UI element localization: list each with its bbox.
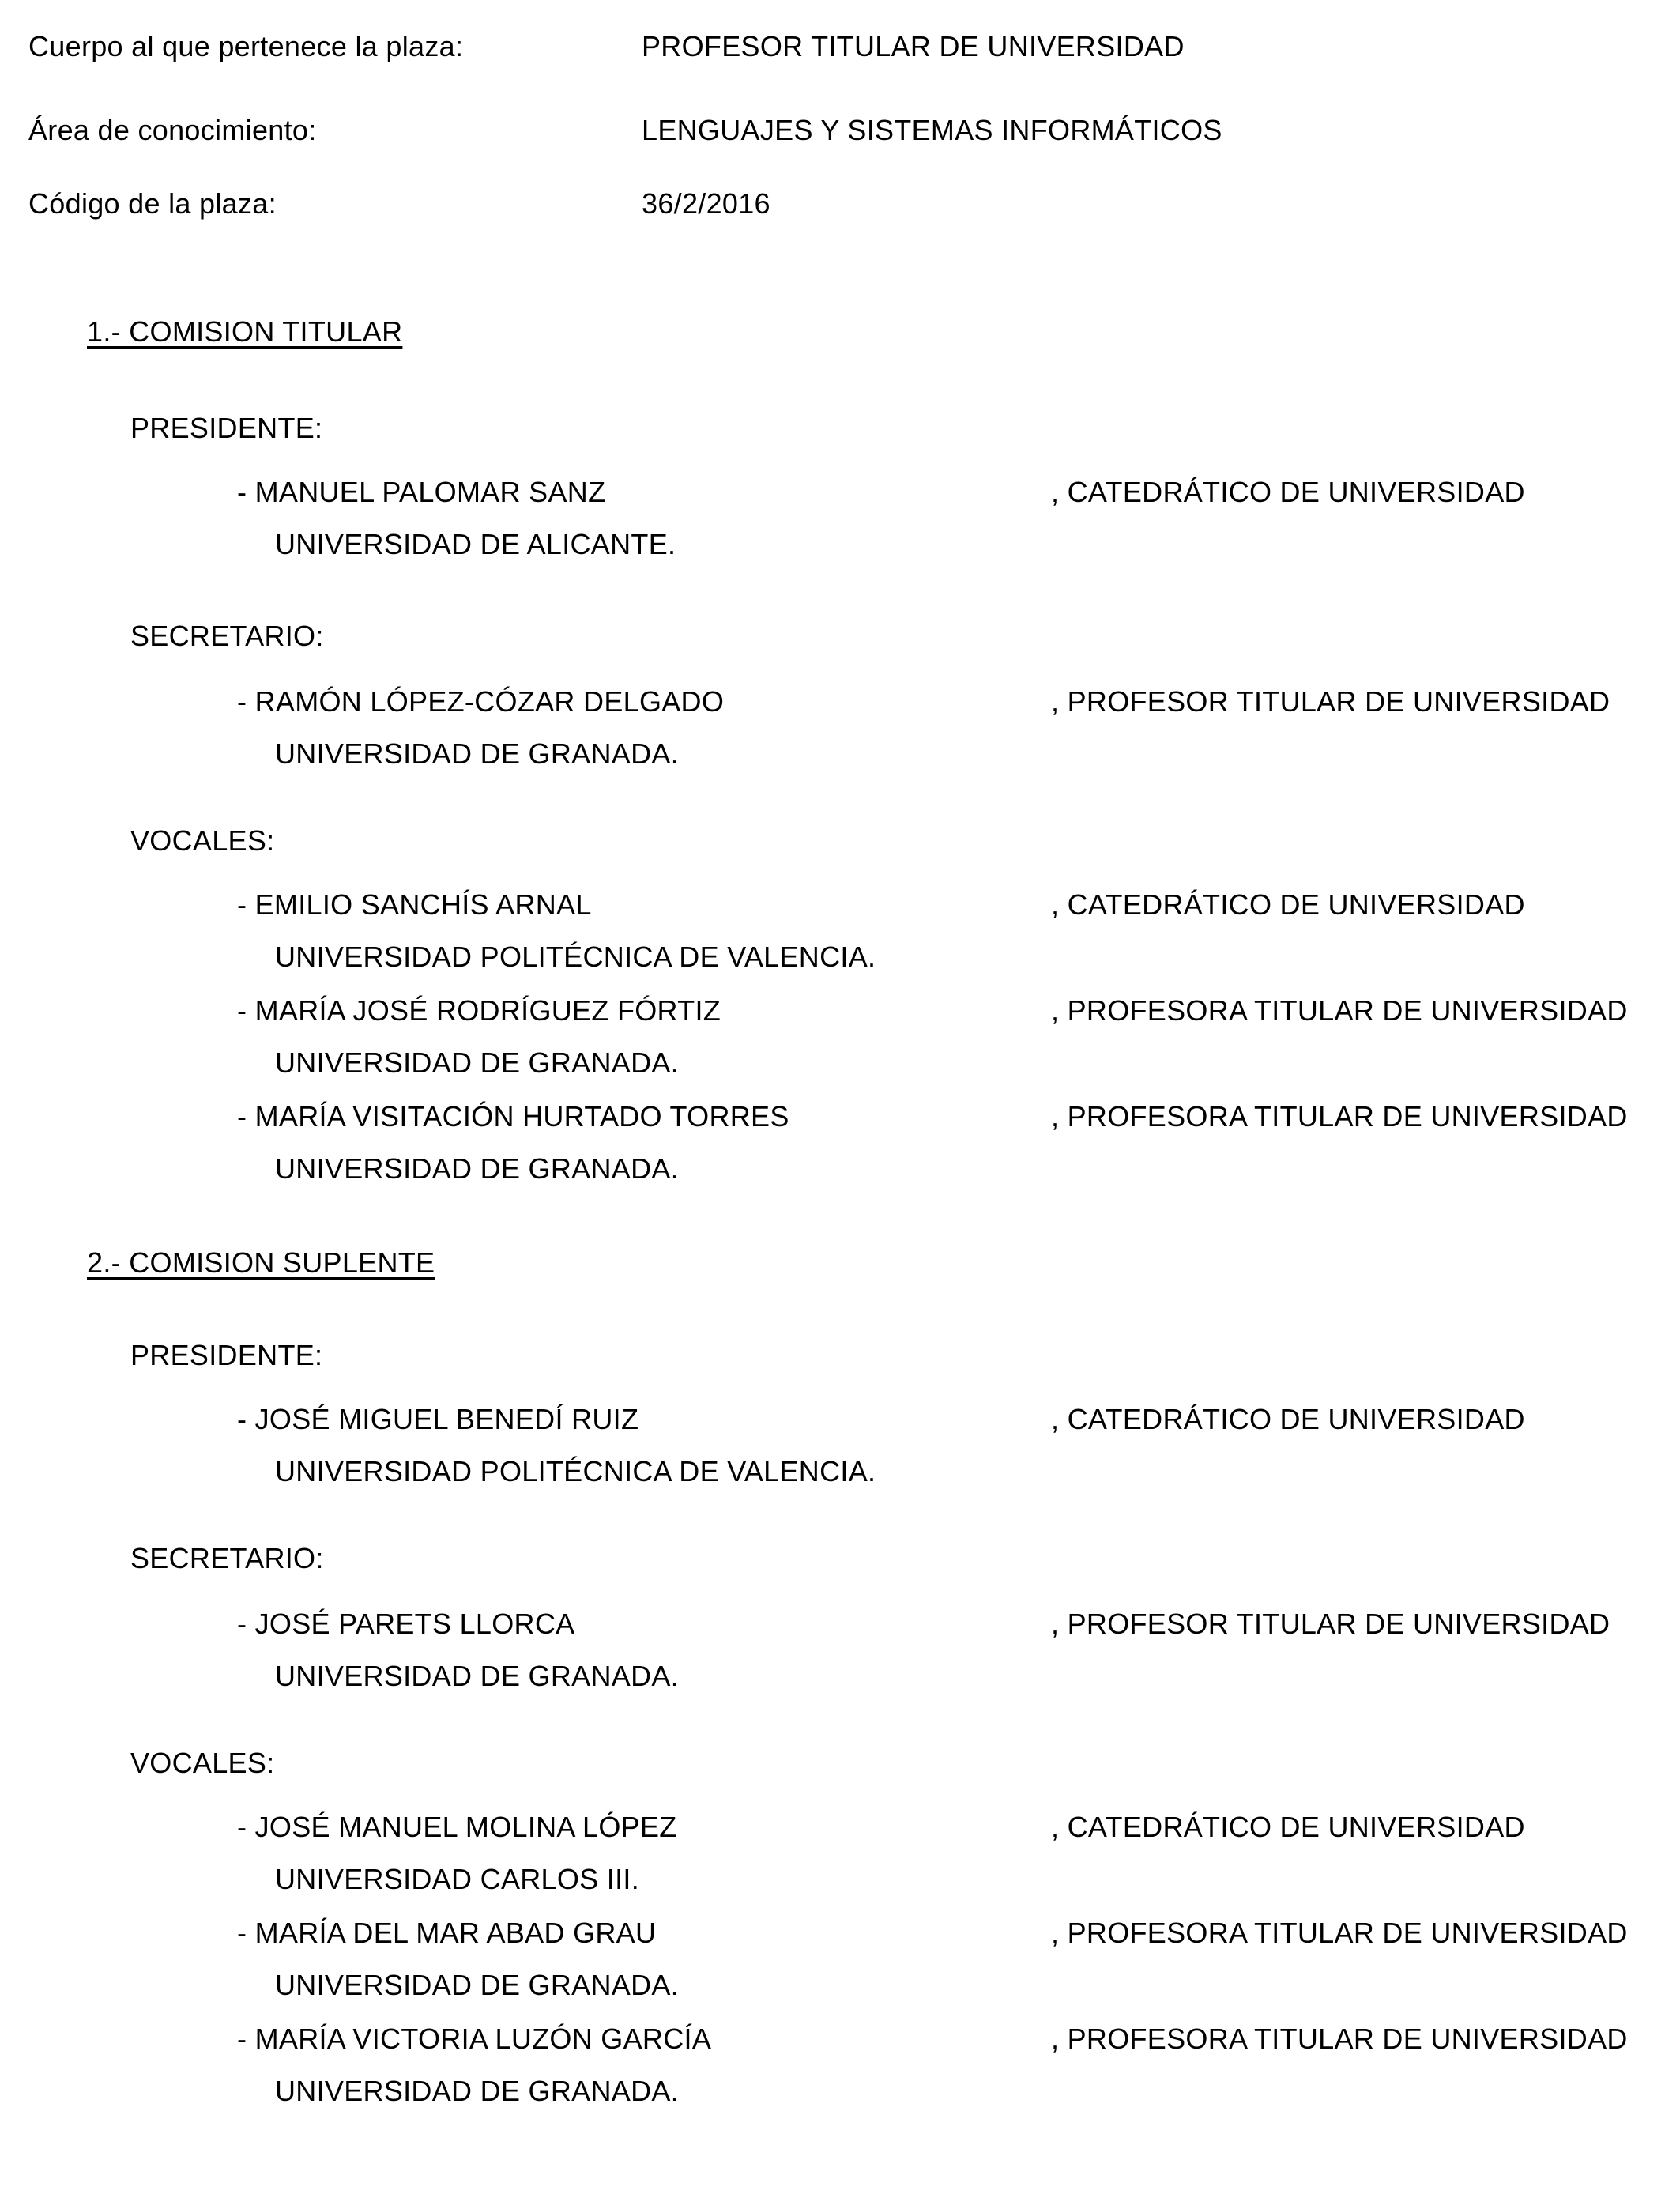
titular-vocal-1-title: , CATEDRÁTICO DE UNIVERSIDAD	[1051, 888, 1525, 921]
titular-vocales-role: VOCALES:	[130, 824, 275, 857]
suplente-vocal-3-title: , PROFESORA TITULAR DE UNIVERSIDAD	[1051, 2022, 1628, 2055]
titular-vocal-3-name: - MARÍA VISITACIÓN HURTADO TORRES	[237, 1100, 789, 1133]
field-cuerpo-label: Cuerpo al que pertenece la plaza:	[28, 30, 464, 62]
suplente-secretario-name: - JOSÉ PARETS LLORCA	[237, 1608, 575, 1640]
titular-vocal-3-title: , PROFESORA TITULAR DE UNIVERSIDAD	[1051, 1100, 1628, 1133]
titular-vocal-1-university: UNIVERSIDAD POLITÉCNICA DE VALENCIA.	[275, 941, 876, 973]
suplente-presidente-name: - JOSÉ MIGUEL BENEDÍ RUIZ	[237, 1403, 639, 1435]
suplente-vocales-role: VOCALES:	[130, 1747, 275, 1779]
suplente-vocal-2-name: - MARÍA DEL MAR ABAD GRAU	[237, 1917, 657, 1949]
titular-secretario-role: SECRETARIO:	[130, 620, 324, 652]
suplente-vocal-1-title: , CATEDRÁTICO DE UNIVERSIDAD	[1051, 1811, 1525, 1843]
titular-vocal-2-title: , PROFESORA TITULAR DE UNIVERSIDAD	[1051, 994, 1628, 1027]
suplente-secretario-role: SECRETARIO:	[130, 1542, 324, 1574]
titular-secretario-title: , PROFESOR TITULAR DE UNIVERSIDAD	[1051, 685, 1610, 718]
titular-vocal-1-name: - EMILIO SANCHÍS ARNAL	[237, 888, 592, 921]
suplente-presidente-university: UNIVERSIDAD POLITÉCNICA DE VALENCIA.	[275, 1455, 876, 1487]
titular-secretario-university: UNIVERSIDAD DE GRANADA.	[275, 737, 679, 770]
titular-presidente-role: PRESIDENTE:	[130, 412, 323, 444]
suplente-vocal-3-university: UNIVERSIDAD DE GRANADA.	[275, 2075, 679, 2107]
titular-vocal-2-university: UNIVERSIDAD DE GRANADA.	[275, 1046, 679, 1079]
field-area-label: Área de conocimiento:	[28, 114, 317, 146]
suplente-presidente-role: PRESIDENTE:	[130, 1339, 323, 1371]
field-codigo-label: Código de la plaza:	[28, 187, 277, 220]
titular-presidente-name: - MANUEL PALOMAR SANZ	[237, 476, 606, 508]
titular-vocal-2-name: - MARÍA JOSÉ RODRÍGUEZ FÓRTIZ	[237, 994, 721, 1027]
suplente-vocal-1-university: UNIVERSIDAD CARLOS III.	[275, 1863, 639, 1895]
suplente-secretario-university: UNIVERSIDAD DE GRANADA.	[275, 1660, 679, 1692]
titular-secretario-name: - RAMÓN LÓPEZ-CÓZAR DELGADO	[237, 685, 725, 718]
suplente-vocal-1-name: - JOSÉ MANUEL MOLINA LÓPEZ	[237, 1811, 677, 1843]
titular-vocal-3-university: UNIVERSIDAD DE GRANADA.	[275, 1152, 679, 1185]
suplente-vocal-3-name: - MARÍA VICTORIA LUZÓN GARCÍA	[237, 2022, 712, 2055]
suplente-secretario-title: , PROFESOR TITULAR DE UNIVERSIDAD	[1051, 1608, 1610, 1640]
section-suplente-heading: 2.- COMISION SUPLENTE	[87, 1246, 435, 1279]
suplente-vocal-2-university: UNIVERSIDAD DE GRANADA.	[275, 1969, 679, 2001]
field-area-value: LENGUAJES Y SISTEMAS INFORMÁTICOS	[642, 114, 1222, 146]
field-cuerpo-value: PROFESOR TITULAR DE UNIVERSIDAD	[642, 30, 1185, 62]
field-codigo-value: 36/2/2016	[642, 187, 770, 220]
section-titular-heading: 1.- COMISION TITULAR	[87, 315, 403, 348]
titular-presidente-university: UNIVERSIDAD DE ALICANTE.	[275, 528, 676, 560]
suplente-presidente-title: , CATEDRÁTICO DE UNIVERSIDAD	[1051, 1403, 1525, 1435]
suplente-vocal-2-title: , PROFESORA TITULAR DE UNIVERSIDAD	[1051, 1917, 1628, 1949]
titular-presidente-title: , CATEDRÁTICO DE UNIVERSIDAD	[1051, 476, 1525, 508]
